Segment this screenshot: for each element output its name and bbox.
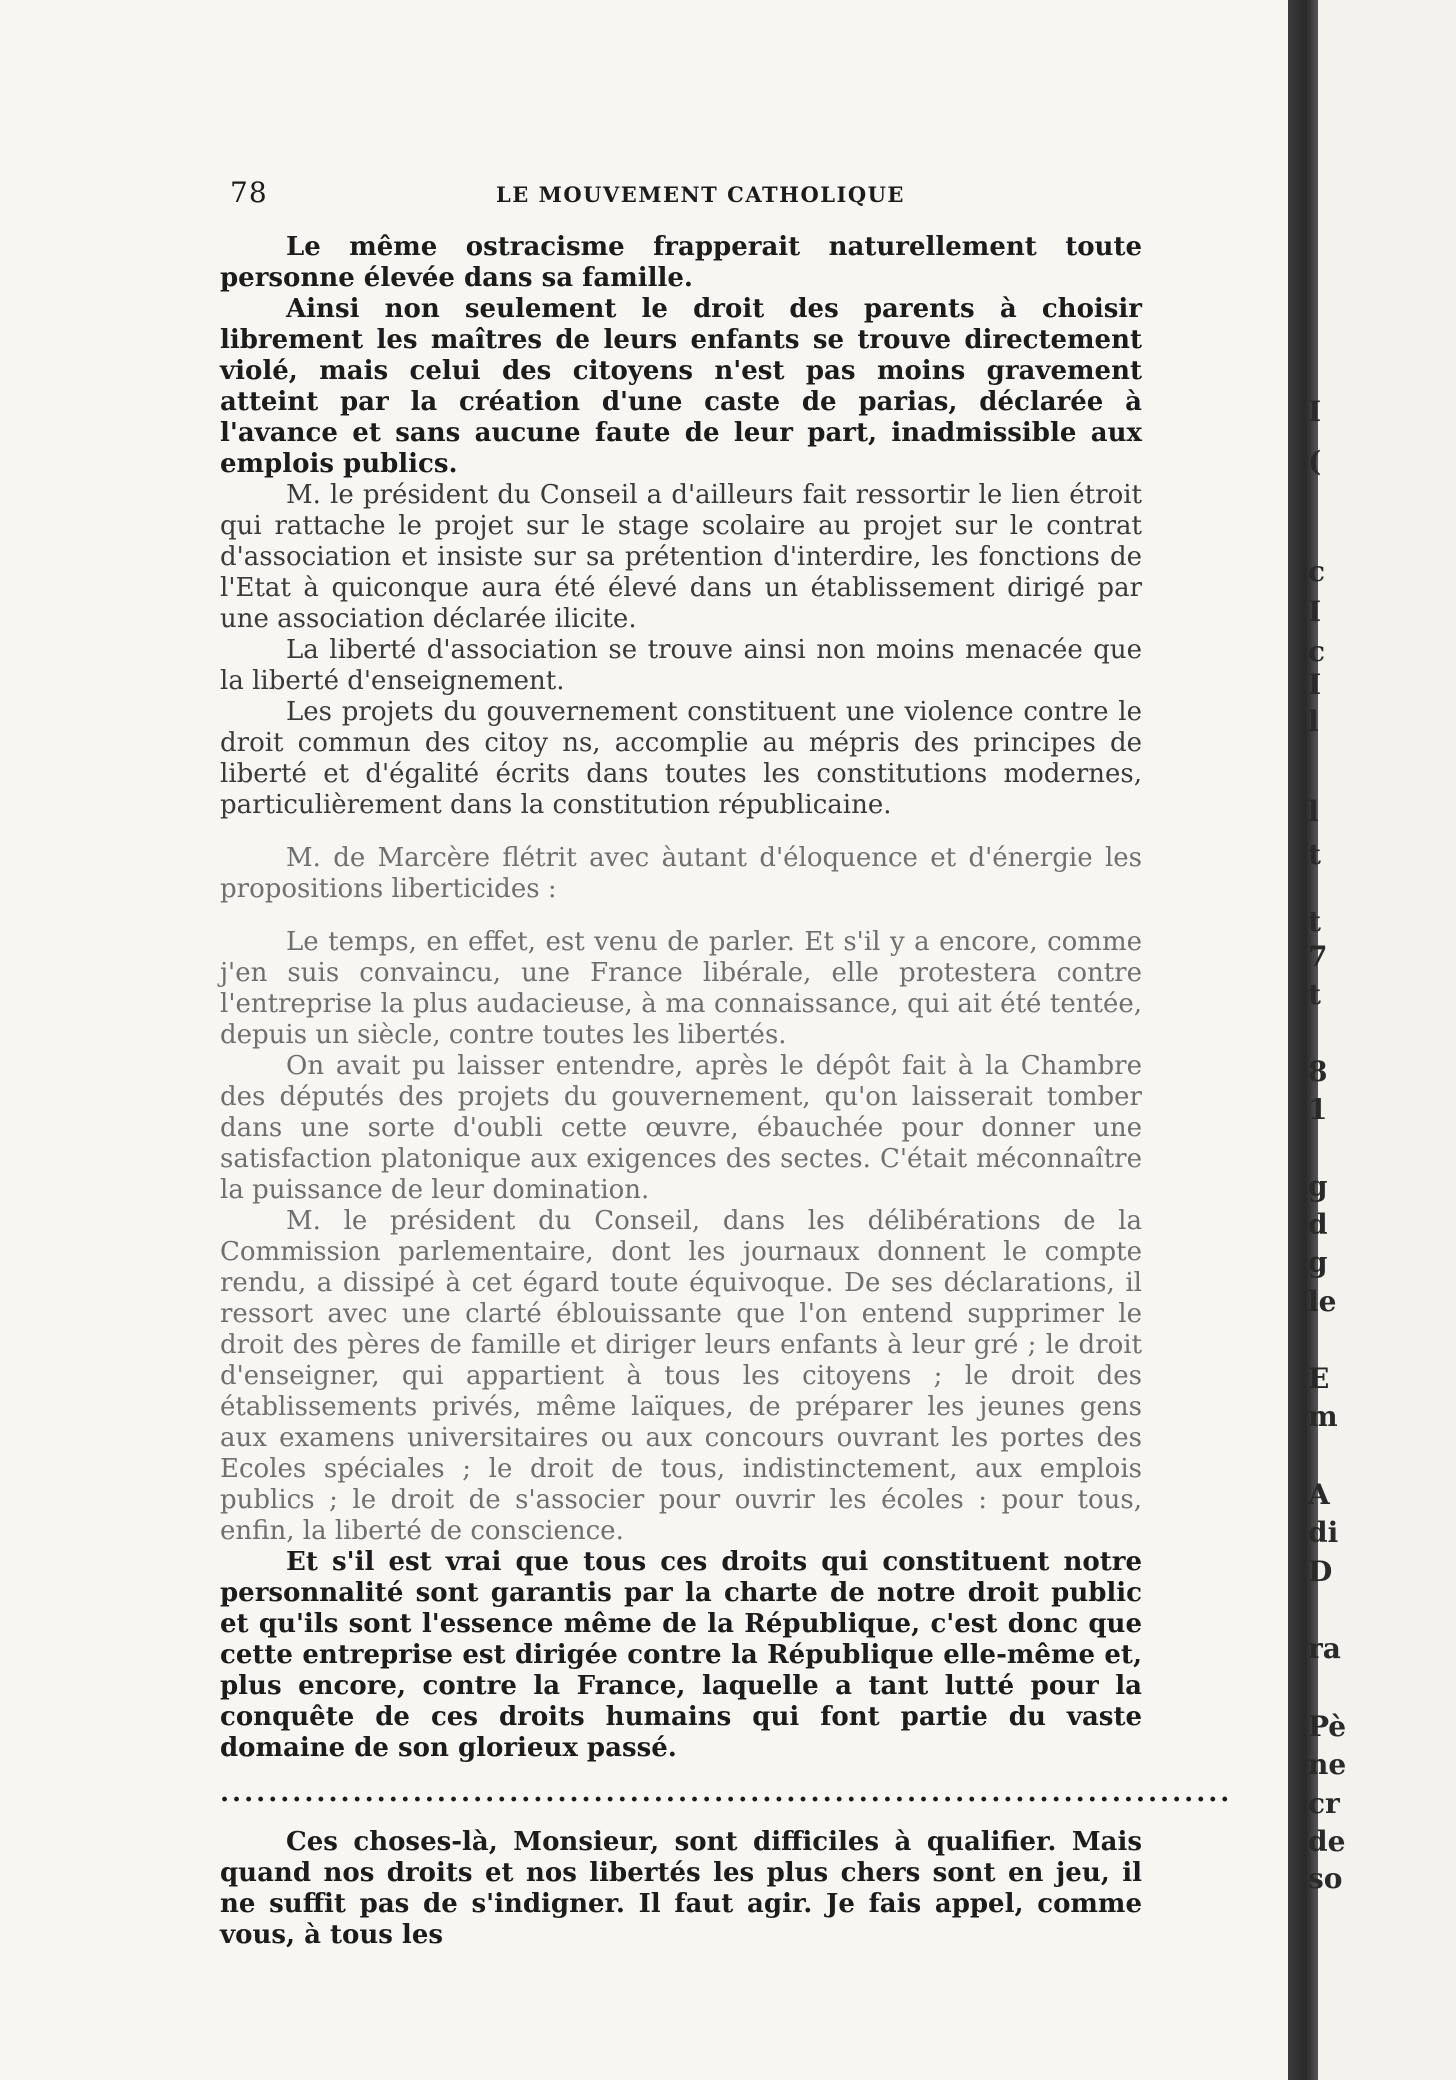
body-text (220, 232, 1233, 1951)
quote-paragraph-4: Et s'il est vrai que tous ces droits qui constituent notre personnalité sont garantis par la charte de notre droit public et qu'ils sont l'essence même de la République, c'est donc que cette entreprise est dirigée contre la République elle-même et, plus encore, contre la France, laquelle a tant lutté pour la conquête de ces droits humains qui font partie du vaste domaine de son glorieux passé. (220, 1547, 1142, 1763)
paragraph-5: Les projets du gouvernement constituent une violence contre le droit commun des citoy ns, accomplie au mépris des principes de liberté et d'égalité écrits dans toutes les constitutions modernes, particulièrement dans la constitution républicaine. (220, 697, 1142, 820)
facing-page-edge (1308, 0, 1456, 2080)
facing-page-fragment: ra (1308, 1632, 1341, 1665)
paragraph-1: Le même ostracisme frapperait naturellement toute personne élevée dans sa famille. (220, 232, 1142, 293)
quote-paragraph-3: M. le président du Conseil, dans les délibérations de la Commission parlementaire, dont les journaux donnent le compte rendu, a dissipé à cet égard toute équivoque. De ses déclarations, il ressort avec une clarté éblouissante que l'on entend supprimer le droit des pères de famille et diriger leurs enfants à leur gré ; le droit d'enseigner, qui appartient à tous les citoyens ; le droit des établissements privés, même laïques, de préparer les jeunes gens aux examens universitaires ou aux concours ouvrant les portes des Ecoles spéciales ; le droit de tous, indistinctement, aux emplois publics ; le droit de s'associer pour ouvrir les écoles : pour tous, enfin, la liberté de conscience. (220, 1206, 1142, 1546)
facing-page-fragment: D (1308, 1555, 1333, 1588)
facing-page-fragment: l (1308, 795, 1319, 828)
facing-page-fragment: c (1308, 635, 1326, 668)
paragraph-2: Ainsi non seulement le droit des parents à choisir librement les maîtres de leurs enfants se trouve directement violé, mais celui des citoyens n'est pas moins gravement atteint par la création d'une caste de parias, déclarée à l'avance et sans aucune faute de leur part, inadmissible aux emplois publics. (220, 294, 1142, 479)
page-header (230, 176, 1140, 216)
facing-page-fragment: le (1308, 1285, 1337, 1318)
closing-paragraph: Ces choses-là, Monsieur, sont difficiles à qualifier. Mais quand nos droits et nos libertés les plus chers sont en jeu, il ne suffit pas de s'indigner. Il faut agir. Je fais appel, comme vous, à tous les (220, 1827, 1142, 1950)
facing-page-fragment: I (1308, 395, 1322, 428)
quote-paragraph-1: Le temps, en effet, est venu de parler. Et s'il y a encore, comme j'en suis convaincu, une France libérale, elle protestera contre l'entreprise la plus audacieuse, à ma connaissance, qui ait été tentée, depuis un siècle, contre toutes les libertés. (220, 927, 1142, 1050)
facing-page-fragment: 7 (1308, 940, 1328, 973)
facing-page-fragment: E (1308, 1362, 1330, 1395)
facing-page-fragment: di (1308, 1516, 1339, 1549)
facing-page-fragment: de (1308, 1825, 1346, 1858)
facing-page-fragment: I (1308, 668, 1322, 701)
facing-page-fragment: 8 (1308, 1055, 1328, 1088)
facing-page-fragment: I (1308, 595, 1322, 628)
paragraph-3: M. le président du Conseil a d'ailleurs fait ressortir le lien étroit qui rattache le projet sur le stage scolaire au projet sur le contrat d'association et insiste sur sa prétention d'interdire, les fonctions de l'Etat à quiconque aura été élevé dans un établissement dirigé par une association déclarée ilicite. (220, 480, 1142, 634)
facing-page-fragment: c (1308, 555, 1326, 588)
paragraph-6: M. de Marcère flétrit avec àutant d'éloquence et d'énergie les propositions liberticides : (220, 843, 1142, 904)
running-title: LE MOUVEMENT CATHOLIQUE (496, 182, 905, 207)
dotted-separator: .................................................................................... (220, 1778, 1233, 1808)
facing-page-fragment: d (1308, 1208, 1328, 1241)
quote-paragraph-2: On avait pu laisser entendre, après le dépôt fait à la Chambre des députés des projets du gouvernement, qu'on laisserait tomber dans une sorte d'oubli cette œuvre, ébauchée pour donner une satisfaction platonique aux exigences des sectes. C'était méconnaître la puissance de leur domination. (220, 1051, 1142, 1205)
facing-page-fragment: cr (1308, 1787, 1340, 1820)
facing-page-fragment: t (1308, 905, 1321, 938)
paragraph-4: La liberté d'association se trouve ainsi non moins menacée que la liberté d'enseignement. (220, 635, 1142, 696)
page-number: 78 (230, 176, 268, 209)
facing-page-fragment: so (1308, 1862, 1343, 1895)
facing-page-fragment: g (1308, 1170, 1328, 1203)
facing-page-fragment: l (1308, 705, 1319, 738)
facing-page-fragment: ( (1308, 445, 1322, 478)
facing-page-fragment: t (1308, 978, 1321, 1011)
facing-page-fragment: Pè (1308, 1710, 1347, 1743)
facing-page-fragment: g (1308, 1246, 1328, 1279)
facing-page-fragment: 1 (1308, 1093, 1328, 1126)
facing-page-fragment: m (1308, 1400, 1338, 1433)
facing-page-fragment: ne (1308, 1748, 1347, 1781)
facing-page-fragment: A (1308, 1478, 1330, 1511)
facing-page-fragment: t (1308, 838, 1321, 871)
